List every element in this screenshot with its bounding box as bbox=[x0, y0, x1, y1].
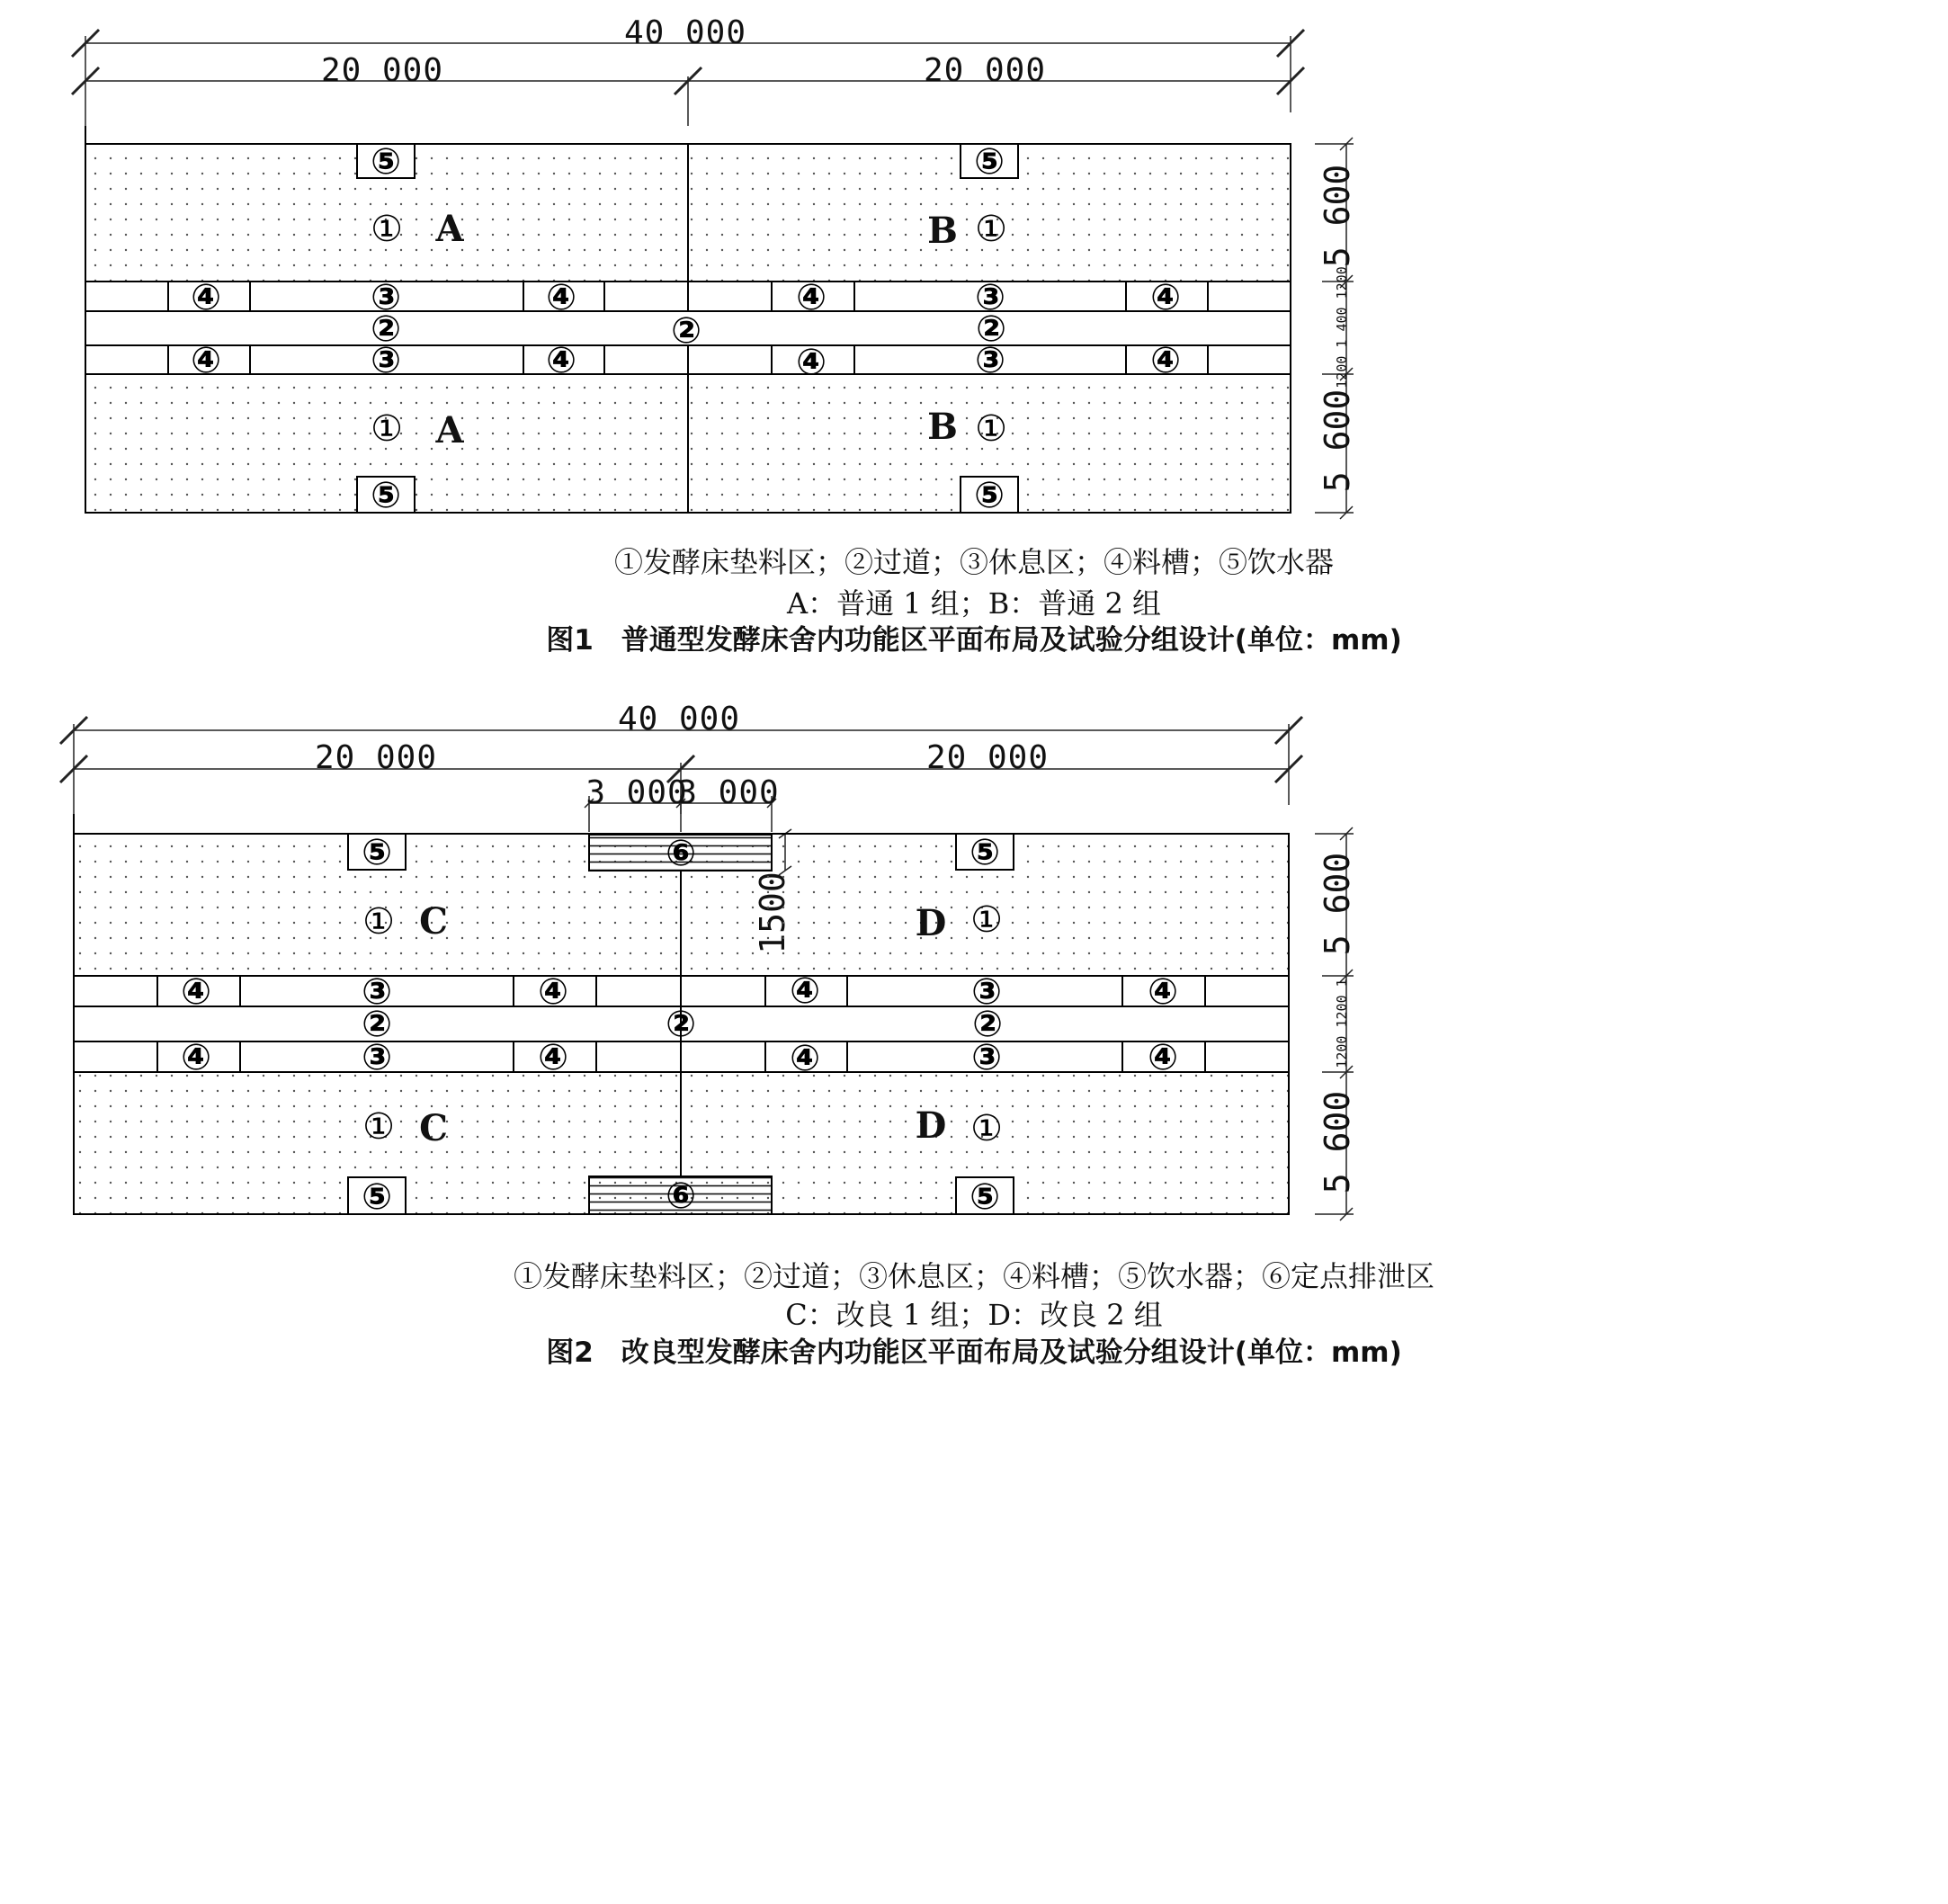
fig2-trough: ④ bbox=[1148, 971, 1178, 1013]
fig1-rest-area: ③ bbox=[975, 340, 1005, 381]
fig2-bedding-label-tr: ① bbox=[970, 899, 1003, 941]
fig1-rest-area: ③ bbox=[371, 277, 401, 318]
fig1-dim-right: 20 000 bbox=[923, 52, 1047, 89]
fig2-dim-bed-bottom: 5 600 bbox=[1318, 1090, 1357, 1194]
fig1-dim-left: 20 000 bbox=[320, 52, 444, 89]
fig1-aisle: ② bbox=[371, 308, 401, 350]
fig1-trough: ④ bbox=[1150, 340, 1181, 381]
fig2-aisle: ② bbox=[666, 1004, 696, 1045]
fig2-title: 图2 改良型发酵床舍内功能区平面布局及试验分组设计(单位：mm) bbox=[546, 1336, 1402, 1369]
fig2-groups: C：改良 1 组；D：改良 2 组 bbox=[785, 1298, 1163, 1332]
fig1-aisle: ② bbox=[976, 308, 1006, 350]
fig2-dim-left: 20 000 bbox=[314, 739, 438, 776]
figure-2 bbox=[60, 701, 1357, 1220]
fig2-drinker-top-right: ⑤ bbox=[970, 832, 1000, 873]
fig1-drinker-top-right: ⑤ bbox=[974, 141, 1005, 183]
fig1-aisle: ② bbox=[671, 310, 701, 352]
fig1-trough: ④ bbox=[546, 340, 576, 381]
fig1-trough: ④ bbox=[191, 277, 221, 318]
fig2-group-label-br: D bbox=[915, 1104, 947, 1147]
fig2-drinker-top-left: ⑤ bbox=[362, 832, 392, 873]
fig1-drinker-top-left: ⑤ bbox=[371, 141, 401, 183]
fig1-bedding-label-br: ① bbox=[975, 408, 1007, 450]
fig1-bedding-label-bl: ① bbox=[371, 408, 403, 450]
fig1-bedding-label-tl: ① bbox=[371, 209, 403, 250]
fig2-dim-small: 1200 1200 1 bbox=[1334, 979, 1350, 1068]
fig1-bedding-label-tr: ① bbox=[975, 209, 1007, 250]
fig2-dim-excretion-left: 3 000 bbox=[585, 774, 688, 811]
fig2-trough: ④ bbox=[181, 971, 211, 1013]
fig2-dim-total: 40 000 bbox=[617, 701, 741, 737]
fig1-dim-total: 40 000 bbox=[623, 14, 747, 51]
fig2-bedding-label-tl: ① bbox=[362, 901, 395, 943]
fig1-trough: ④ bbox=[546, 277, 576, 318]
fig1-group-label-tl: A bbox=[435, 208, 464, 250]
fig2-drinker-bottom-left: ⑤ bbox=[362, 1176, 392, 1218]
fig2-dim-excretion-right: 3 000 bbox=[677, 774, 780, 811]
fig2-dim-bed-top: 5 600 bbox=[1318, 852, 1357, 956]
fig2-trough: ④ bbox=[1148, 1037, 1178, 1078]
fig2-group-label-tr: D bbox=[915, 902, 947, 944]
fig1-rest-area: ③ bbox=[371, 340, 401, 381]
fig1-group-label-br: B bbox=[927, 406, 958, 448]
fig1-rest-area: ③ bbox=[975, 277, 1005, 318]
fig1-trough: ④ bbox=[796, 277, 827, 318]
fig1-groups: A：普通 1 组；B：普通 2 组 bbox=[786, 586, 1162, 621]
fig1-dim-small: 1200 1 400 1200 bbox=[1334, 266, 1350, 389]
fig1-legend: ①发酵床垫料区；②过道；③休息区；④料槽；⑤饮水器 bbox=[613, 545, 1334, 579]
fig1-group-label-bl: A bbox=[435, 409, 464, 451]
fig2-rest-area: ③ bbox=[971, 971, 1002, 1013]
fig2-trough: ④ bbox=[181, 1037, 211, 1078]
fig2-excretion-label-bottom: ⑥ bbox=[666, 1175, 696, 1217]
fig1-title: 图1 普通型发酵床舍内功能区平面布局及试验分组设计(单位：mm) bbox=[546, 624, 1402, 657]
fig1-trough: ④ bbox=[796, 342, 827, 383]
fig2-rest-area: ③ bbox=[362, 971, 392, 1013]
fig2-trough: ④ bbox=[538, 1037, 568, 1078]
fig2-group-label-bl: C bbox=[419, 1107, 448, 1149]
fig2-group-label-tl: C bbox=[419, 900, 448, 943]
fig1-trough: ④ bbox=[1150, 277, 1181, 318]
fig2-excretion-label-top: ⑥ bbox=[666, 833, 696, 874]
fig2-drinker-bottom-right: ⑤ bbox=[970, 1176, 1000, 1218]
fig1-trough: ④ bbox=[191, 340, 221, 381]
fig2-trough: ④ bbox=[790, 970, 820, 1012]
fig2-dim-right: 20 000 bbox=[925, 739, 1050, 776]
fig2-trough: ④ bbox=[790, 1038, 820, 1079]
fig2-aisle: ② bbox=[972, 1004, 1003, 1045]
fig2-rest-area: ③ bbox=[362, 1037, 392, 1078]
fig2-legend: ①发酵床垫料区；②过道；③休息区；④料槽；⑤饮水器；⑥定点排泄区 bbox=[513, 1259, 1434, 1293]
fig2-aisle: ② bbox=[362, 1004, 392, 1045]
fig1-dim-bed-bottom: 5 600 bbox=[1318, 389, 1357, 493]
fig2-bedding-label-br: ① bbox=[970, 1108, 1003, 1149]
fig1-dim-bed-top: 5 600 bbox=[1318, 164, 1357, 268]
fig1-group-label-tr: B bbox=[927, 210, 958, 252]
fig1-drinker-bottom-left: ⑤ bbox=[371, 475, 401, 516]
fig1-drinker-bottom-right: ⑤ bbox=[974, 475, 1005, 516]
figure-1 bbox=[72, 14, 1357, 519]
fig2-trough: ④ bbox=[538, 971, 568, 1013]
fig2-bedding-label-bl: ① bbox=[362, 1106, 395, 1148]
fig2-rest-area: ③ bbox=[971, 1037, 1002, 1078]
